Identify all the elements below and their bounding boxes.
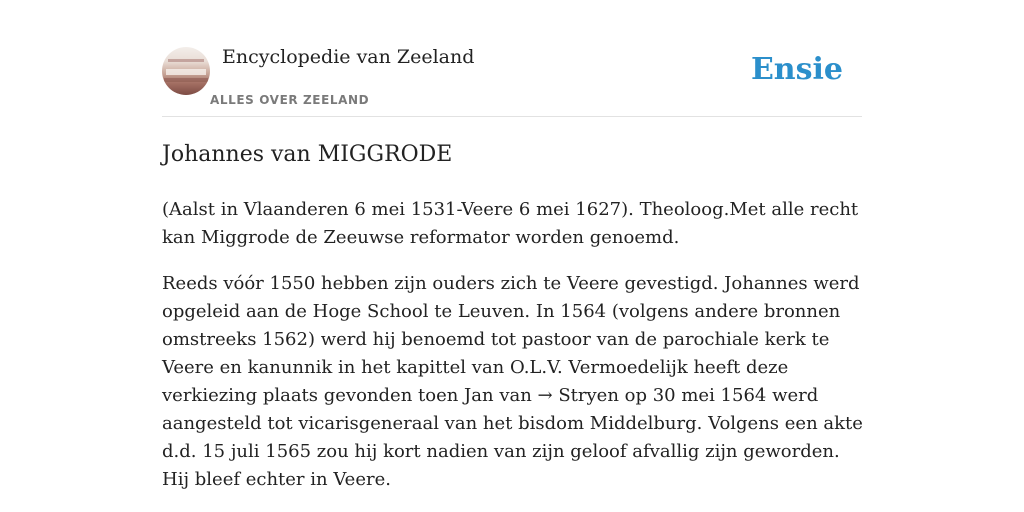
site-avatar-icon[interactable] <box>162 47 210 95</box>
article <box>162 138 872 494</box>
avatar-detail <box>166 69 206 75</box>
paragraph-text: Reeds vóór 1550 hebben zijn ouders zich te Veere gevestigd. Johannes werd opgeleid aan de Hoge School te Leuven. In 1564 (volgens andere bronnen omstreeks 1562) werd hij benoemd tot pastoor van de parochiale kerk te Veere en kanunnik in het kapittel van O.L.V. Vermoedelijk heeft deze verkiezing plaats gevonden toen Jan van <box>162 273 860 406</box>
ensie-logo-link[interactable]: Ensie <box>750 52 843 87</box>
site-header <box>162 44 862 117</box>
cross-reference-link-stryen[interactable]: → Stryen <box>537 385 619 406</box>
article-title: Johannes van MIGGRODE <box>162 142 453 167</box>
article-paragraph-intro: (Aalst in Vlaanderen 6 mei 1531-Veere 6 mei 1627). Theoloog.Met alle recht kan Miggrode de Zeeuwse reformator worden genoemd. <box>162 199 859 248</box>
paragraph-text: op 30 mei 1564 werd aangesteld tot vicarisgeneraal van het bisdom Middelburg. Volgens een akte d.d. 15 juli 1565 zou hij kort nadien van zijn geloof afvallig zijn geworden. Hij bleef echter in Veere. <box>162 385 863 490</box>
avatar-detail <box>168 59 204 62</box>
avatar-detail <box>164 78 208 82</box>
article-paragraph-body <box>162 270 872 494</box>
site-subtitle: ALLES OVER ZEELAND <box>210 93 370 107</box>
site-title-link[interactable]: Encyclopedie van Zeeland <box>222 46 475 68</box>
